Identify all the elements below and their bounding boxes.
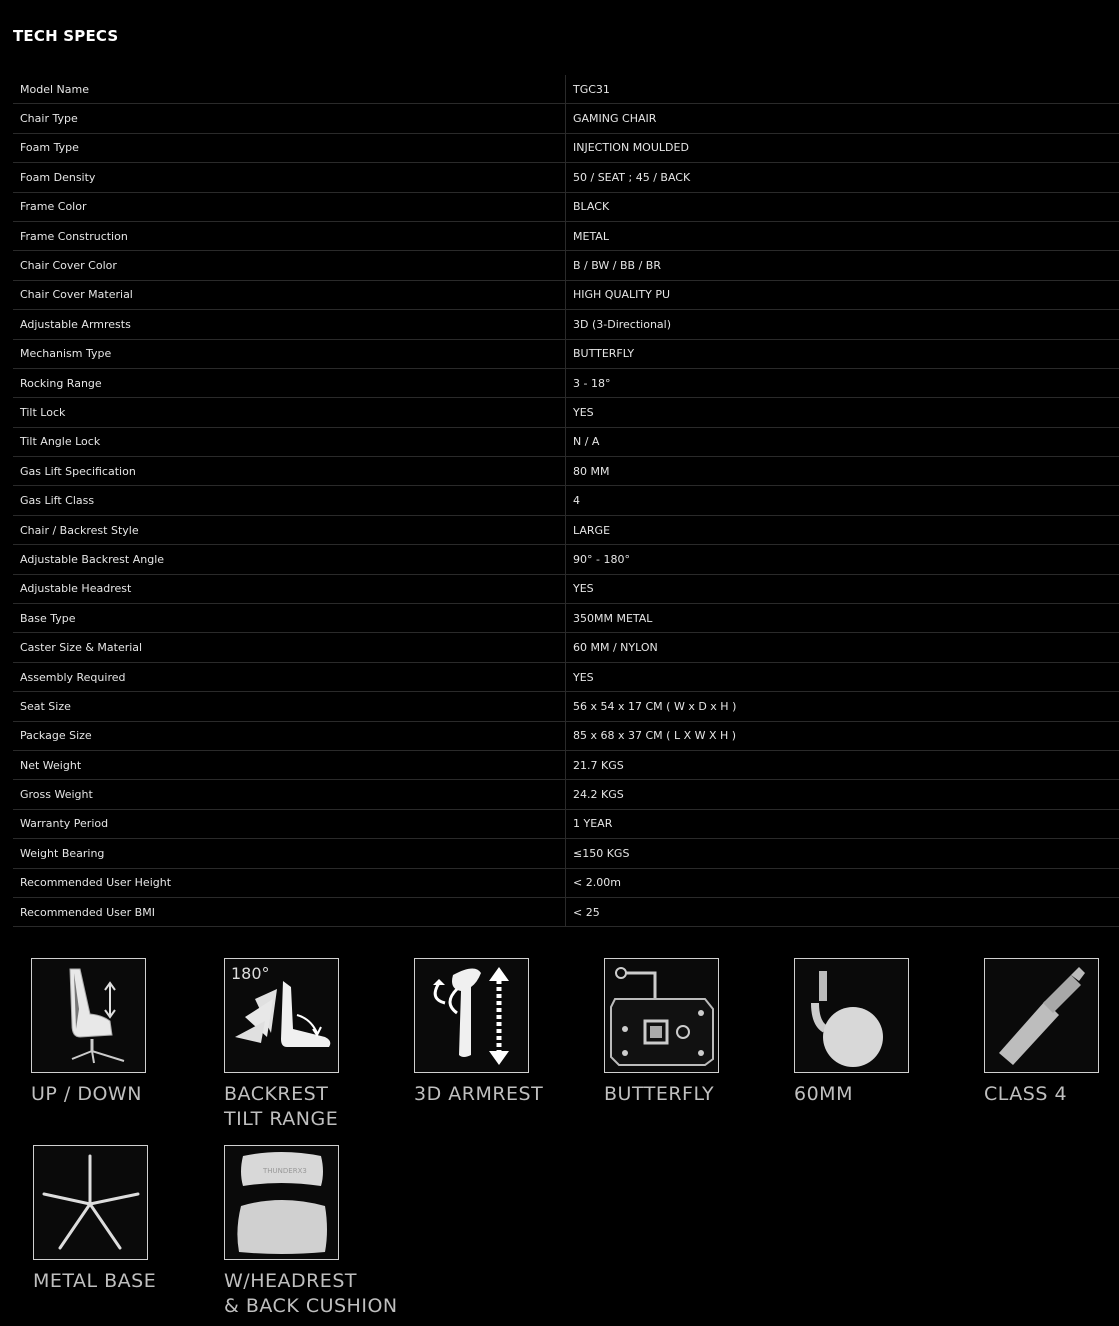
spec-row: [13, 897, 1119, 926]
spec-label: Tilt Angle Lock: [13, 427, 566, 456]
spec-label: Frame Color: [13, 192, 566, 221]
spec-label: Seat Size: [13, 692, 566, 721]
page-title: TECH SPECS: [13, 27, 119, 45]
cushion-icon: [224, 1145, 339, 1260]
spec-value: YES: [566, 574, 1119, 603]
spec-label: Weight Bearing: [13, 839, 566, 868]
feature-caption: 60MM: [794, 1083, 853, 1105]
spec-value: LARGE: [566, 515, 1119, 544]
spec-value: 85 x 68 x 37 CM ( L X W X H ): [566, 721, 1119, 750]
spec-row: [13, 133, 1119, 162]
spec-value: 21.7 KGS: [566, 750, 1119, 779]
spec-row: [13, 163, 1119, 192]
spec-value: 3 - 18°: [566, 368, 1119, 397]
spec-label: Foam Type: [13, 133, 566, 162]
spec-label: Foam Density: [13, 163, 566, 192]
feature-caption: BACKREST TILT RANGE: [224, 1083, 339, 1130]
angle-label: 180°: [231, 964, 270, 983]
feature-caption: BUTTERFLY: [604, 1083, 715, 1105]
spec-value: INJECTION MOULDED: [566, 133, 1119, 162]
spec-row: [13, 192, 1119, 221]
spec-row: [13, 75, 1119, 104]
feature-caption: 3D ARMREST: [414, 1083, 544, 1105]
spec-row: [13, 545, 1119, 574]
spec-value: HIGH QUALITY PU: [566, 280, 1119, 309]
butterfly-mechanism-icon: [604, 958, 719, 1073]
spec-value: BUTTERFLY: [566, 339, 1119, 368]
spec-row: [13, 839, 1119, 868]
caster-wheel-icon: [794, 958, 909, 1073]
spec-row: [13, 221, 1119, 250]
spec-value: 1 YEAR: [566, 809, 1119, 838]
spec-label: Package Size: [13, 721, 566, 750]
spec-row: [13, 809, 1119, 838]
spec-label: Adjustable Armrests: [13, 310, 566, 339]
spec-value: 50 / SEAT ; 45 / BACK: [566, 163, 1119, 192]
spec-label: Base Type: [13, 604, 566, 633]
spec-label: Frame Construction: [13, 221, 566, 250]
spec-value: TGC31: [566, 75, 1119, 104]
spec-row: [13, 427, 1119, 456]
spec-row: [13, 280, 1119, 309]
feature-caption: UP / DOWN: [31, 1083, 142, 1105]
spec-row: [13, 368, 1119, 397]
spec-value: 60 MM / NYLON: [566, 633, 1119, 662]
cushion-logo: THUNDERX3: [263, 1167, 307, 1175]
spec-row: [13, 574, 1119, 603]
spec-label: Adjustable Backrest Angle: [13, 545, 566, 574]
spec-value: YES: [566, 662, 1119, 691]
spec-value: METAL: [566, 221, 1119, 250]
spec-label: Model Name: [13, 75, 566, 104]
spec-row: [13, 868, 1119, 897]
spec-value: 350MM METAL: [566, 604, 1119, 633]
spec-label: Mechanism Type: [13, 339, 566, 368]
spec-row: [13, 398, 1119, 427]
metal-base-icon: [33, 1145, 148, 1260]
feature-up-down: [31, 958, 231, 1107]
spec-row: [13, 721, 1119, 750]
backrest-tilt-icon: [224, 958, 339, 1073]
spec-value: 24.2 KGS: [566, 780, 1119, 809]
up-down-icon: [31, 958, 146, 1073]
spec-label: Adjustable Headrest: [13, 574, 566, 603]
spec-row: [13, 310, 1119, 339]
spec-value: 80 MM: [566, 457, 1119, 486]
spec-label: Chair Type: [13, 104, 566, 133]
spec-label: Chair Cover Material: [13, 280, 566, 309]
feature-3d-armrest: [414, 958, 614, 1107]
gas-lift-icon: [984, 958, 1099, 1073]
spec-label: Chair Cover Color: [13, 251, 566, 280]
spec-label: Chair / Backrest Style: [13, 515, 566, 544]
spec-value: < 25: [566, 897, 1119, 926]
spec-row: [13, 692, 1119, 721]
spec-label: Gross Weight: [13, 780, 566, 809]
feature-metal-base: [33, 1145, 233, 1294]
spec-row: [13, 457, 1119, 486]
spec-label: Recommended User Height: [13, 868, 566, 897]
spec-label: Assembly Required: [13, 662, 566, 691]
armrest-3d-icon: [414, 958, 529, 1073]
spec-label: Warranty Period: [13, 809, 566, 838]
feature-caption: METAL BASE: [33, 1270, 157, 1292]
spec-value: 56 x 54 x 17 CM ( W x D x H ): [566, 692, 1119, 721]
spec-value: 3D (3-Directional): [566, 310, 1119, 339]
spec-value: B / BW / BB / BR: [566, 251, 1119, 280]
feature-backrest-tilt: [224, 958, 424, 1132]
spec-value: N / A: [566, 427, 1119, 456]
spec-row: [13, 780, 1119, 809]
spec-row: [13, 750, 1119, 779]
spec-row: [13, 515, 1119, 544]
feature-caption: W/HEADREST & BACK CUSHION: [224, 1270, 398, 1317]
spec-row: [13, 633, 1119, 662]
feature-caption: CLASS 4: [984, 1083, 1068, 1105]
spec-label: Rocking Range: [13, 368, 566, 397]
spec-label: Gas Lift Class: [13, 486, 566, 515]
spec-value: ≤150 KGS: [566, 839, 1119, 868]
spec-value: BLACK: [566, 192, 1119, 221]
spec-row: [13, 104, 1119, 133]
spec-label: Recommended User BMI: [13, 897, 566, 926]
spec-label: Caster Size & Material: [13, 633, 566, 662]
feature-butterfly: [604, 958, 804, 1107]
feature-gas-lift: [984, 958, 1119, 1107]
spec-value: 90° - 180°: [566, 545, 1119, 574]
spec-label: Net Weight: [13, 750, 566, 779]
spec-value: 4: [566, 486, 1119, 515]
feature-cushion: [224, 1145, 424, 1319]
spec-label: Tilt Lock: [13, 398, 566, 427]
spec-row: [13, 604, 1119, 633]
spec-row: [13, 339, 1119, 368]
spec-row: [13, 662, 1119, 691]
spec-row: [13, 486, 1119, 515]
specs-table: [13, 75, 1119, 927]
spec-label: Gas Lift Specification: [13, 457, 566, 486]
spec-row: [13, 251, 1119, 280]
spec-value: GAMING CHAIR: [566, 104, 1119, 133]
feature-caster: [794, 958, 994, 1107]
spec-value: YES: [566, 398, 1119, 427]
spec-value: < 2.00m: [566, 868, 1119, 897]
